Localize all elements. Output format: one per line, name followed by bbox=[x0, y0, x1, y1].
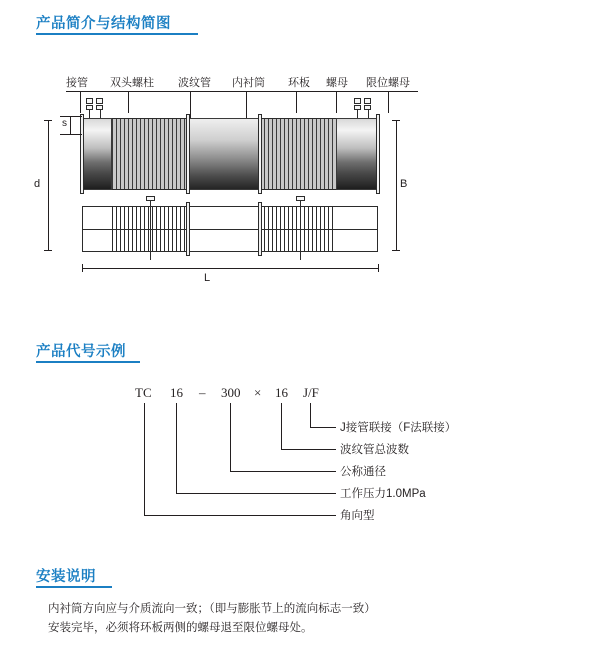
install-notes bbox=[48, 600, 600, 638]
leader-jieguan bbox=[80, 91, 81, 113]
leader-luomu bbox=[336, 91, 337, 113]
code-label-diameter: 公称通径 bbox=[340, 466, 386, 478]
code-pointer-waves bbox=[281, 449, 336, 450]
leader-xianweiluomu bbox=[388, 91, 389, 113]
callout-label-neichentong: 内衬筒 bbox=[232, 77, 265, 89]
section-title-structure: 产品简介与结构简图 bbox=[36, 16, 171, 32]
end-plate-left bbox=[80, 114, 84, 194]
code-label-waves: 波纹管总波数 bbox=[340, 444, 409, 456]
dimension-tick-L-right bbox=[378, 264, 379, 272]
code-label-model: 角向型 bbox=[340, 510, 375, 522]
section-nut-left bbox=[146, 196, 155, 201]
stud-left-2 bbox=[100, 110, 101, 118]
dimension-tick-d-bottom bbox=[44, 250, 52, 251]
end-plate-right bbox=[376, 114, 380, 194]
stud-right bbox=[357, 110, 358, 118]
dimension-tick-d-top bbox=[44, 120, 52, 121]
section-nut-right bbox=[296, 196, 305, 201]
code-char-waves: 16 bbox=[275, 385, 288, 400]
code-char-connection: J/F bbox=[303, 385, 319, 400]
nut-top-right-1 bbox=[354, 98, 361, 104]
code-char-dash: – bbox=[199, 385, 206, 400]
pipe-right bbox=[336, 118, 378, 190]
install-note-line-1: 内衬筒方向应与介质流向一致；（即与膨胀节上的流向标志一致） bbox=[48, 603, 376, 615]
dimension-label-d: d bbox=[34, 178, 41, 190]
callout-label-huanban: 环板 bbox=[288, 77, 310, 89]
callout-label-shuangtouluozhu: 双头螺柱 bbox=[110, 77, 154, 89]
bellows-left bbox=[112, 118, 188, 190]
ring-plate-left bbox=[186, 114, 190, 194]
dimension-label-L: L bbox=[204, 272, 211, 284]
code-dropline-diameter bbox=[230, 403, 231, 471]
callout-label-xianweiluomu: 限位螺母 bbox=[366, 77, 410, 89]
code-dropline-pressure bbox=[176, 403, 177, 493]
dimension-label-s: s bbox=[62, 118, 67, 129]
section-ring-plate-left bbox=[186, 202, 190, 256]
stud-right-2 bbox=[368, 110, 369, 118]
code-char-pressure: 16 bbox=[170, 385, 183, 400]
section-title-underline-install bbox=[36, 586, 112, 588]
dimension-tick-B-bottom bbox=[392, 250, 400, 251]
code-char-times: × bbox=[254, 385, 262, 400]
code-pointer-pressure bbox=[176, 493, 336, 494]
callout-label-luomu: 螺母 bbox=[326, 77, 348, 89]
leader-shuangtouluozhu bbox=[128, 91, 129, 113]
leader-huanban bbox=[296, 91, 297, 113]
nut-top-right-2 bbox=[364, 98, 371, 104]
code-char-diameter: 300 bbox=[221, 385, 241, 400]
code-dropline-waves bbox=[281, 403, 282, 449]
dimension-label-B: B bbox=[400, 178, 408, 190]
dimension-tick-B-top bbox=[392, 120, 400, 121]
product-code-example bbox=[0, 375, 600, 545]
dimension-tick-L-left bbox=[82, 264, 83, 272]
dimension-line-B bbox=[396, 120, 397, 250]
callout-label-bowenguan: 波纹管 bbox=[178, 77, 211, 89]
code-char-model: TC bbox=[135, 385, 152, 400]
stud-left bbox=[89, 110, 90, 118]
code-pointer-model bbox=[144, 515, 336, 516]
nut-top-left-2 bbox=[96, 98, 103, 104]
section-centerline bbox=[82, 229, 378, 230]
dimension-arrow-s bbox=[70, 116, 71, 134]
section-title-code: 产品代号示例 bbox=[36, 344, 126, 360]
install-note-line-2: 安装完毕，必须将环板两侧的螺母退至限位螺母处。 bbox=[48, 622, 313, 634]
bellows-right bbox=[260, 118, 336, 190]
section-title-underline-structure bbox=[36, 33, 198, 35]
pipe-left bbox=[82, 118, 112, 190]
section-stud-right bbox=[300, 198, 301, 260]
callout-label-jieguan: 接管 bbox=[66, 77, 88, 89]
callout-connector-bar bbox=[66, 91, 418, 92]
dimension-line-s-bottom bbox=[60, 134, 82, 135]
section-ring-plate-right bbox=[258, 202, 262, 256]
code-label-connection: J接管联接（F法联接） bbox=[340, 422, 457, 434]
dimension-line-s-top bbox=[60, 116, 82, 117]
code-pointer-connection bbox=[310, 427, 336, 428]
structure-drawing bbox=[0, 60, 600, 290]
dimension-line-L bbox=[82, 268, 378, 269]
code-dropline-connection bbox=[310, 403, 311, 427]
section-title-install: 安装说明 bbox=[36, 569, 96, 585]
code-dropline-model bbox=[144, 403, 145, 515]
dimension-line-d bbox=[48, 120, 49, 250]
ring-plate-right bbox=[258, 114, 262, 194]
section-title-underline-code bbox=[36, 361, 140, 363]
nut-top-left-1 bbox=[86, 98, 93, 104]
section-stud-left bbox=[150, 198, 151, 260]
code-pointer-diameter bbox=[230, 471, 336, 472]
code-label-pressure: 工作压力1.0MPa bbox=[340, 488, 426, 500]
liner-tube bbox=[188, 118, 260, 190]
